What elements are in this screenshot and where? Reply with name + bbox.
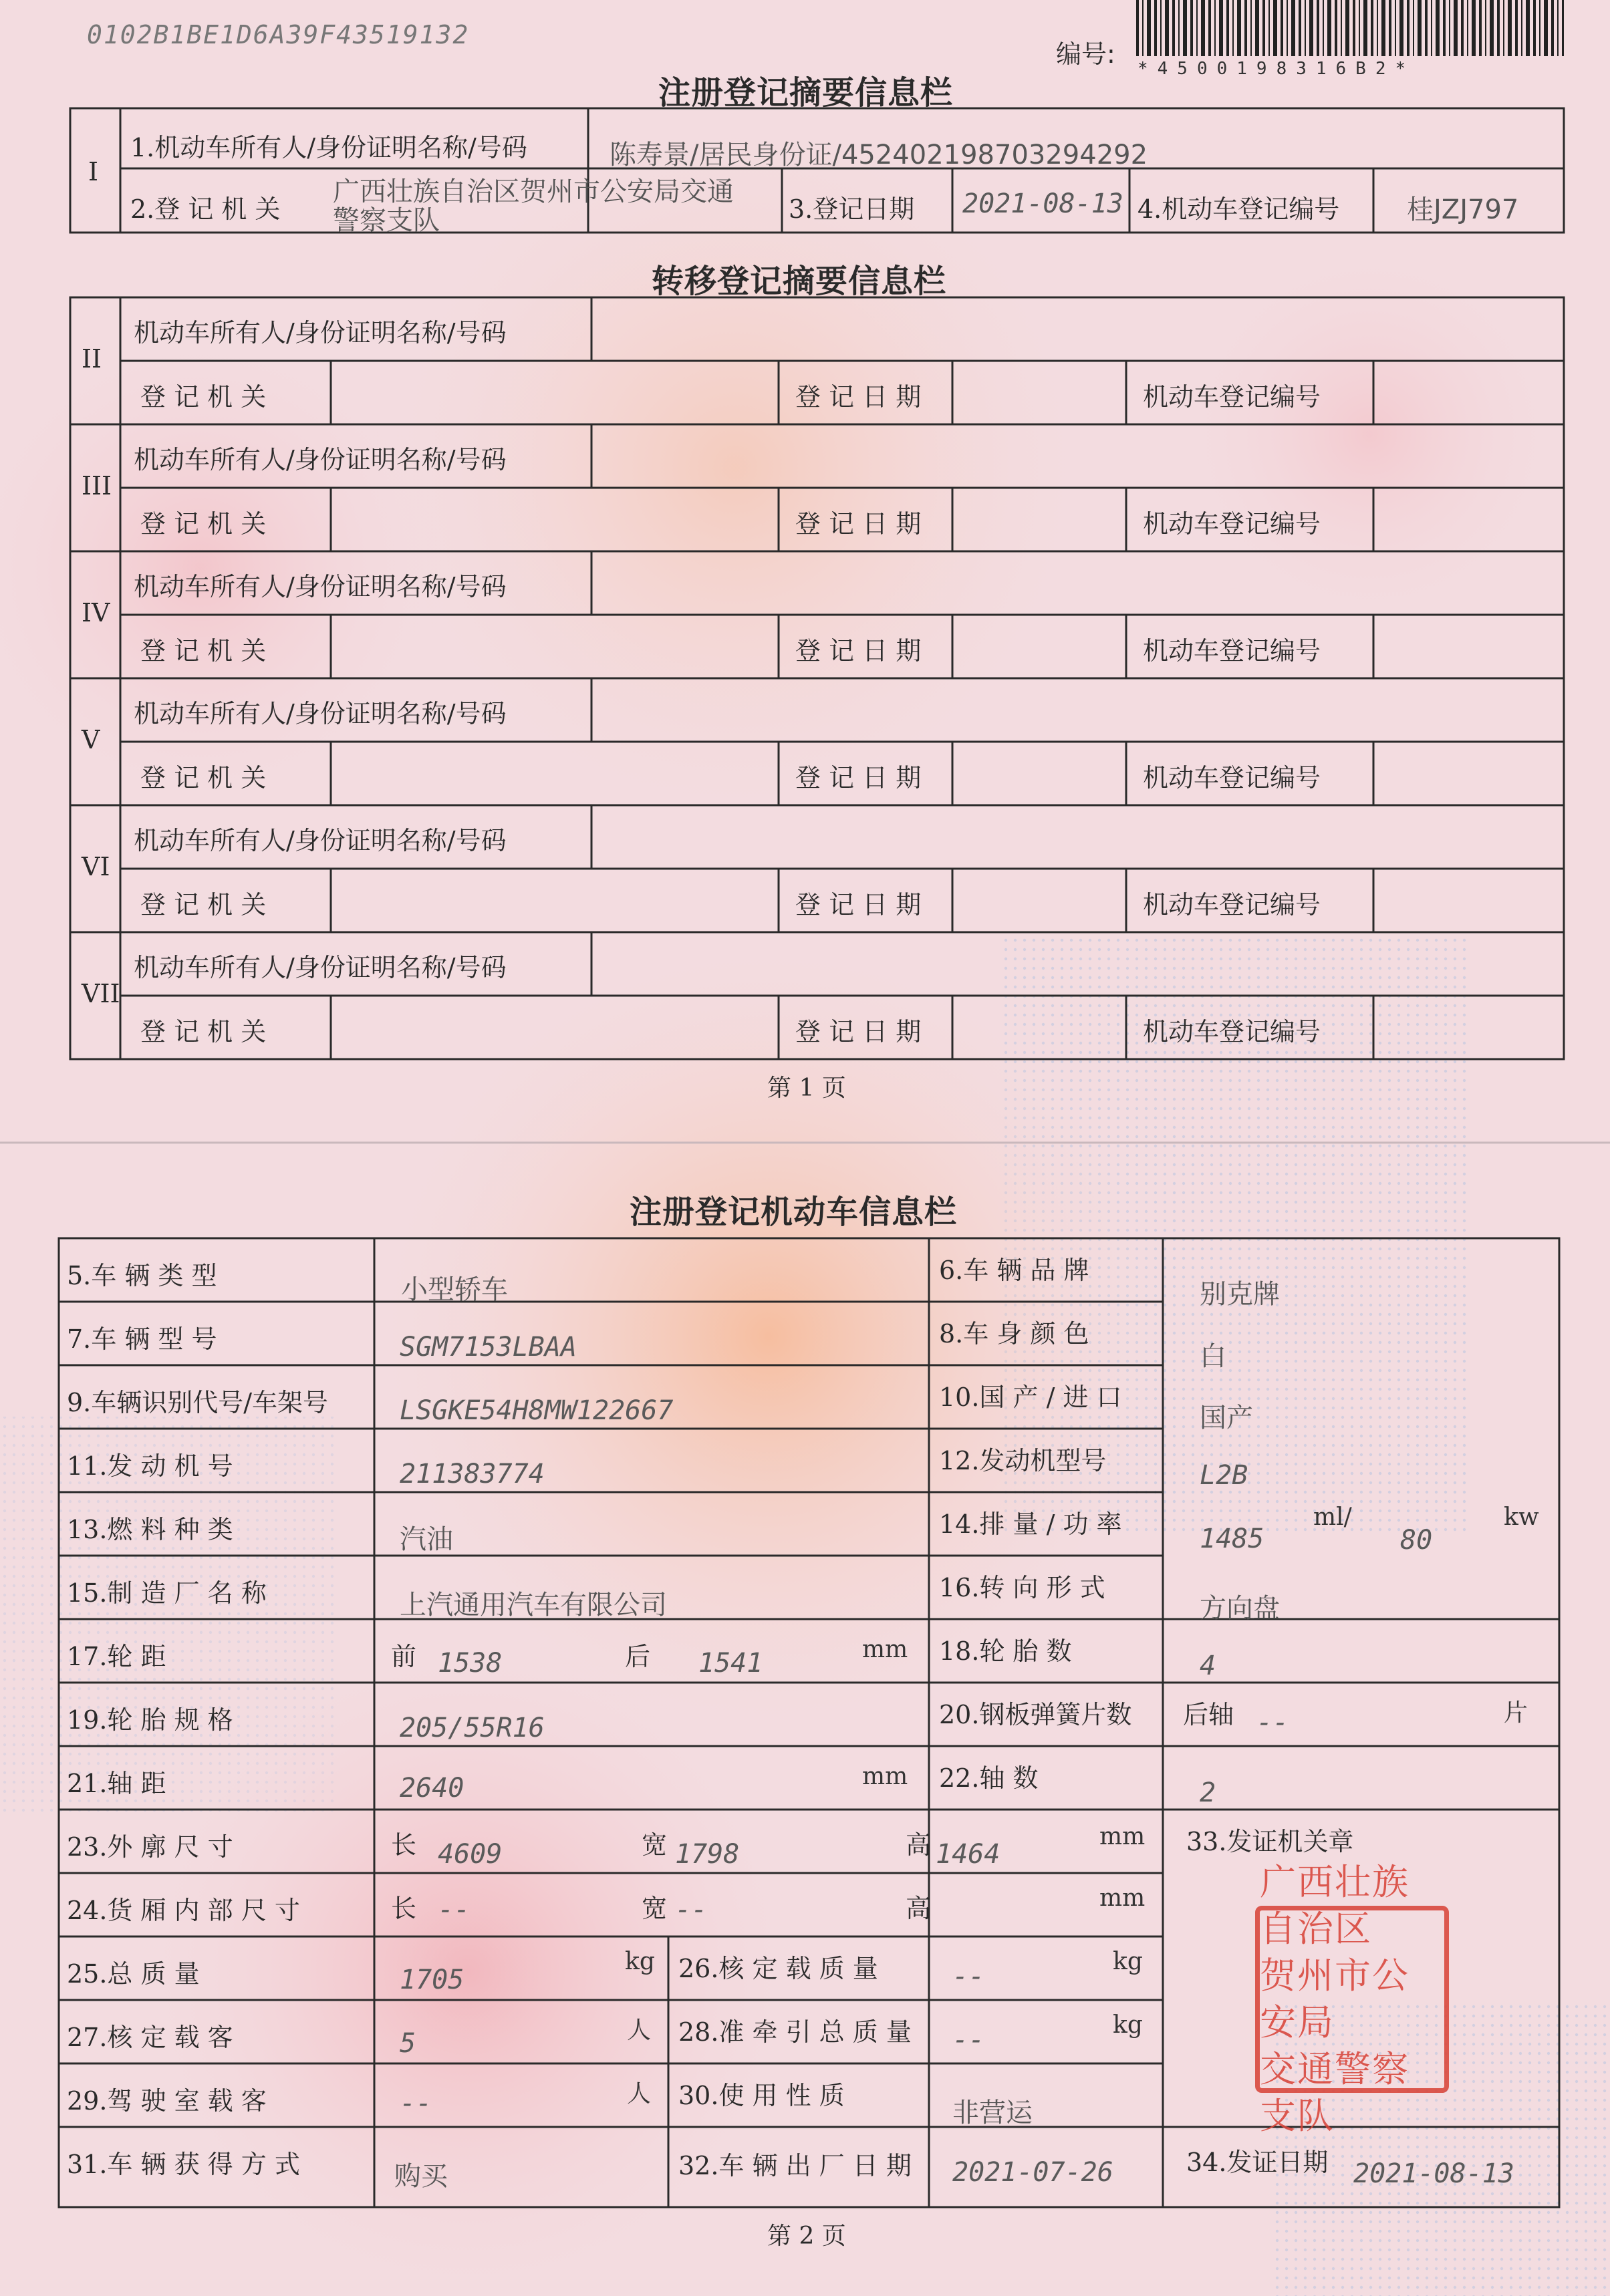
- total-mass-unit: kg: [625, 1948, 655, 1975]
- transfer-row-roman: IV: [82, 598, 110, 627]
- seal-line-1: 广西壮族自治区: [1260, 1861, 1410, 1950]
- vin-value: LSGKE54H8MW122667: [400, 1395, 674, 1426]
- spring-rear-label: 后轴: [1183, 1700, 1234, 1729]
- vehicle-type-label: 5.车 辆 类 型: [67, 1261, 217, 1290]
- transfer-owner-label: 机动车所有人/身份证明名称/号码: [134, 699, 507, 728]
- serial-number: 0102B1BE1D6A39F43519132: [87, 20, 470, 49]
- transfer-date-label: 登 记 日 期: [795, 509, 922, 539]
- regno-value: 桂JZJ797: [1407, 194, 1519, 225]
- model-value: SGM7153LBAA: [400, 1332, 577, 1362]
- page-number-2: 第 2 页: [767, 2222, 846, 2250]
- transfer-regno-label: 机动车登记编号: [1143, 509, 1321, 539]
- transfer-row-roman: II: [82, 344, 102, 374]
- seal-line-3: 交通警察支队: [1260, 2048, 1410, 2137]
- date-label: 3.登记日期: [789, 194, 915, 224]
- vehicle-info-title: 注册登记机动车信息栏: [630, 1193, 958, 1231]
- vin-label: 9.车辆识别代号/车架号: [67, 1388, 329, 1417]
- track-rear-label: 后: [625, 1642, 651, 1671]
- wheelbase-value: 2640: [400, 1773, 464, 1804]
- transfer-regno-label: 机动车登记编号: [1143, 382, 1321, 412]
- transfer-row-roman: VII: [82, 979, 120, 1008]
- total-mass-label: 25.总 质 量: [67, 1959, 200, 1989]
- wheelbase-label: 21.轴 距: [67, 1769, 166, 1798]
- tire-spec-label: 19.轮 胎 规 格: [67, 1705, 233, 1735]
- transfer-date-label: 登 记 日 期: [795, 1017, 922, 1046]
- transfer-owner-label: 机动车所有人/身份证明名称/号码: [134, 318, 507, 347]
- cargo-height-label: 高: [906, 1894, 932, 1923]
- transfer-summary-title: 转移登记摘要信息栏: [652, 263, 947, 300]
- cab-passengers-value: --: [400, 2088, 432, 2119]
- outer-unit: mm: [1099, 1823, 1146, 1850]
- wheelbase-unit: mm: [862, 1763, 908, 1790]
- cargo-unit: mm: [1099, 1884, 1146, 1912]
- transfer-date-label: 登 记 日 期: [795, 763, 922, 793]
- transfer-date-label: 登 记 日 期: [795, 636, 922, 666]
- origin-label: 10.国 产 / 进 口: [939, 1383, 1122, 1412]
- fuel-label: 13.燃 料 种 类: [67, 1515, 233, 1544]
- date-value: 2021-08-13: [962, 188, 1123, 219]
- transfer-regno-label: 机动车登记编号: [1143, 1017, 1321, 1046]
- engine-model-label: 12.发动机型号: [939, 1446, 1107, 1475]
- transfer-authority-label: 登 记 机 关: [140, 382, 267, 412]
- tow-mass-unit: kg: [1113, 2011, 1143, 2039]
- transfer-date-label: 登 记 日 期: [795, 382, 922, 412]
- issuer-seal-label: 33.发证机关章: [1186, 1827, 1354, 1856]
- transfer-authority-label: 登 记 机 关: [140, 1017, 267, 1046]
- acquire-value: 购买: [394, 2161, 448, 2192]
- tire-spec-value: 205/55R16: [400, 1713, 545, 1743]
- factory-date-value: 2021-07-26: [952, 2157, 1113, 2188]
- model-label: 7.车 辆 型 号: [67, 1324, 217, 1354]
- displacement-unit: ml/: [1313, 1503, 1352, 1531]
- rated-load-label: 26.核 定 载 质 量: [678, 1954, 878, 1983]
- manufacturer-value: 上汽通用汽车有限公司: [400, 1590, 667, 1620]
- tow-mass-value: --: [952, 2025, 985, 2055]
- transfer-authority-label: 登 记 机 关: [140, 509, 267, 539]
- issue-date-value: 2021-08-13: [1353, 2158, 1514, 2189]
- track-unit: mm: [862, 1636, 908, 1663]
- transfer-regno-label: 机动车登记编号: [1143, 890, 1321, 919]
- transfer-owner-label: 机动车所有人/身份证明名称/号码: [134, 953, 507, 982]
- engine-no-value: 211383774: [400, 1459, 545, 1489]
- tire-count-value: 4: [1200, 1651, 1216, 1681]
- outer-width-label: 宽: [642, 1830, 668, 1860]
- vehicle-type-value: 小型轿车: [401, 1274, 508, 1305]
- barcode-number: *4500198316B2*: [1137, 59, 1416, 79]
- total-mass-value: 1705: [400, 1965, 464, 1995]
- displacement-value: 1485: [1200, 1524, 1264, 1554]
- track-front-value: 1538: [438, 1648, 503, 1679]
- transfer-regno-label: 机动车登记编号: [1143, 636, 1321, 666]
- track-rear-value: 1541: [698, 1648, 763, 1679]
- owner-label: 1.机动车所有人/身份证明名称/号码: [130, 133, 527, 162]
- factory-date-label: 32.车 辆 出 厂 日 期: [678, 2151, 912, 2180]
- transfer-row-roman: V: [82, 725, 100, 754]
- outer-dim-label: 23.外 廓 尺 寸: [67, 1832, 233, 1862]
- engine-model-value: L2B: [1200, 1460, 1248, 1491]
- spring-unit: 片: [1504, 1699, 1528, 1727]
- brand-label: 6.车 辆 品 牌: [939, 1256, 1089, 1285]
- passengers-unit: 人: [627, 2017, 652, 2044]
- fuel-value: 汽油: [400, 1524, 453, 1555]
- tow-mass-label: 28.准 牵 引 总 质 量: [678, 2017, 912, 2047]
- cargo-width-value: --: [675, 1894, 708, 1925]
- outer-height-label: 高: [906, 1830, 932, 1860]
- manufacturer-label: 15.制 造 厂 名 称: [67, 1578, 267, 1608]
- transfer-owner-label: 机动车所有人/身份证明名称/号码: [134, 572, 507, 601]
- outer-length-label: 长: [391, 1830, 417, 1860]
- passengers-label: 27.核 定 载 客: [67, 2023, 233, 2052]
- authority-value-line1: 广西壮族自治区贺州市公安局交通: [333, 176, 734, 207]
- axles-value: 2: [1200, 1777, 1216, 1808]
- origin-value: 国产: [1200, 1403, 1253, 1433]
- rated-load-value: --: [952, 1961, 985, 1992]
- transfer-authority-label: 登 记 机 关: [140, 636, 267, 666]
- transfer-authority-label: 登 记 机 关: [140, 890, 267, 919]
- engine-no-label: 11.发 动 机 号: [67, 1451, 233, 1481]
- spring-value: --: [1256, 1707, 1289, 1738]
- outer-width-value: 1798: [675, 1839, 740, 1870]
- number-label: 编号:: [1056, 39, 1115, 69]
- color-value: 白: [1200, 1341, 1226, 1372]
- transfer-regno-label: 机动车登记编号: [1143, 763, 1321, 793]
- transfer-row-roman: VI: [82, 852, 110, 881]
- issuer-seal-stamp: [1255, 1861, 1449, 2137]
- row-roman-1: I: [88, 157, 99, 186]
- transfer-owner-label: 机动车所有人/身份证明名称/号码: [134, 826, 507, 855]
- cab-passengers-unit: 人: [627, 2080, 652, 2108]
- track-label: 17.轮 距: [67, 1642, 166, 1671]
- cargo-width-label: 宽: [642, 1894, 668, 1923]
- cargo-dim-label: 24.货 厢 内 部 尺 寸: [67, 1896, 300, 1925]
- cargo-length-label: 长: [391, 1894, 417, 1923]
- outer-length-value: 4609: [438, 1839, 503, 1870]
- power-value: 80: [1400, 1525, 1433, 1556]
- transfer-date-label: 登 记 日 期: [795, 890, 922, 919]
- tire-count-label: 18.轮 胎 数: [939, 1636, 1072, 1666]
- seal-line-2: 贺州市公安局: [1260, 1955, 1410, 2043]
- cargo-length-value: --: [438, 1894, 471, 1925]
- displacement-label: 14.排 量 / 功 率: [939, 1510, 1122, 1539]
- track-front-label: 前: [391, 1642, 417, 1671]
- color-label: 8.车 身 颜 色: [939, 1319, 1089, 1348]
- steering-value: 方向盘: [1200, 1593, 1280, 1624]
- transfer-owner-label: 机动车所有人/身份证明名称/号码: [134, 445, 507, 474]
- usage-value: 非营运: [952, 2098, 1033, 2128]
- transfer-authority-label: 登 记 机 关: [140, 763, 267, 793]
- issue-date-label: 34.发证日期: [1186, 2148, 1329, 2177]
- spring-label: 20.钢板弹簧片数: [939, 1700, 1132, 1729]
- axles-label: 22.轴 数: [939, 1763, 1039, 1793]
- rated-load-unit: kg: [1113, 1948, 1143, 1975]
- authority-value-line2: 警察支队: [333, 205, 440, 236]
- power-unit: kw: [1504, 1503, 1539, 1531]
- passengers-value: 5: [400, 2028, 416, 2059]
- owner-value: 陈寿景/居民身份证/452402198703294292: [610, 140, 1148, 170]
- transfer-row-roman: III: [82, 471, 112, 500]
- page-number-1: 第 1 页: [767, 1074, 846, 1102]
- regno-label: 4.机动车登记编号: [1137, 194, 1340, 224]
- brand-value: 别克牌: [1200, 1279, 1280, 1310]
- authority-label: 2.登 记 机 关: [130, 194, 281, 224]
- steering-label: 16.转 向 形 式: [939, 1573, 1105, 1602]
- registration-summary-title: 注册登记摘要信息栏: [658, 74, 954, 112]
- outer-height-value: 1464: [936, 1839, 1000, 1870]
- cab-passengers-label: 29.驾 驶 室 载 客: [67, 2086, 267, 2116]
- usage-label: 30.使 用 性 质: [678, 2081, 845, 2110]
- acquire-label: 31.车 辆 获 得 方 式: [67, 2150, 300, 2179]
